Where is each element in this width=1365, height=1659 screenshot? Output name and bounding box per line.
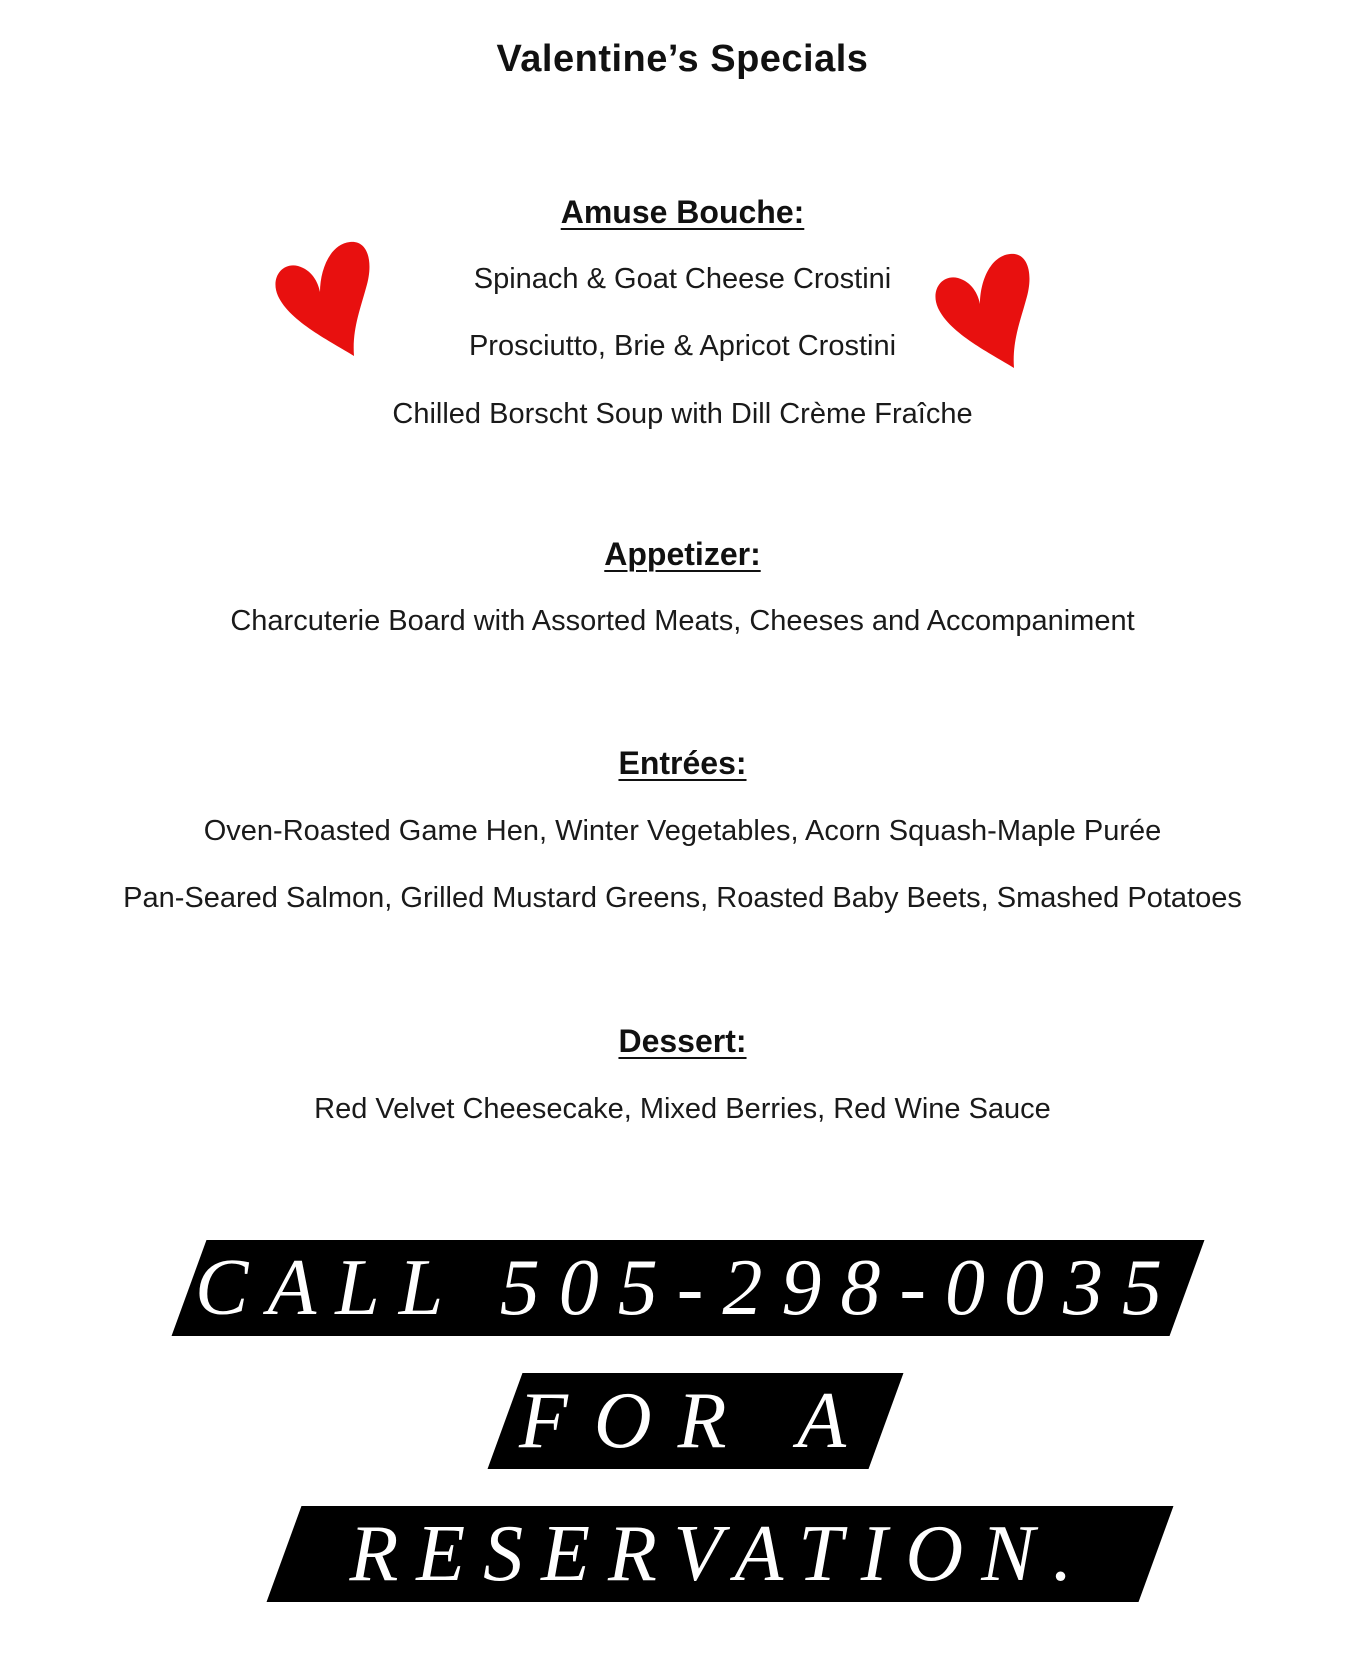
section-heading-appetizer: Appetizer: <box>604 536 761 572</box>
menu-item: Charcuterie Board with Assorted Meats, Cheeses and Accompaniment <box>230 605 1135 637</box>
menu-item: Spinach & Goat Cheese Crostini <box>473 263 892 295</box>
section-heading-entrees: Entrées: <box>618 745 747 781</box>
for-a-banner <box>488 1373 904 1469</box>
call-banner <box>172 1240 1205 1336</box>
menu-item: Pan-Seared Salmon, Grilled Mustard Greens, Roasted Baby Beets, Smashed Potatoes <box>123 882 1242 914</box>
menu-item: Prosciutto, Brie & Apricot Crostini <box>468 330 897 362</box>
menu-item: Red Velvet Cheesecake, Mixed Berries, Red Wine Sauce <box>314 1093 1051 1125</box>
reservation-banner-text: RESERVATION. <box>349 1510 1091 1598</box>
section-heading-dessert: Dessert: <box>618 1023 747 1059</box>
call-banner-text: CALL 505-298-0035 <box>194 1244 1182 1332</box>
section-heading-amuse-bouche: Amuse Bouche: <box>560 194 805 230</box>
reservation-banner <box>267 1506 1174 1602</box>
for-a-banner-text: FOR A <box>519 1377 872 1465</box>
menu-item: Chilled Borscht Soup with Dill Crème Fraîche <box>392 398 973 430</box>
menu-item: Oven-Roasted Game Hen, Winter Vegetables, Acorn Squash-Maple Purée <box>203 815 1162 847</box>
page-title: Valentine’s Specials <box>496 38 869 80</box>
